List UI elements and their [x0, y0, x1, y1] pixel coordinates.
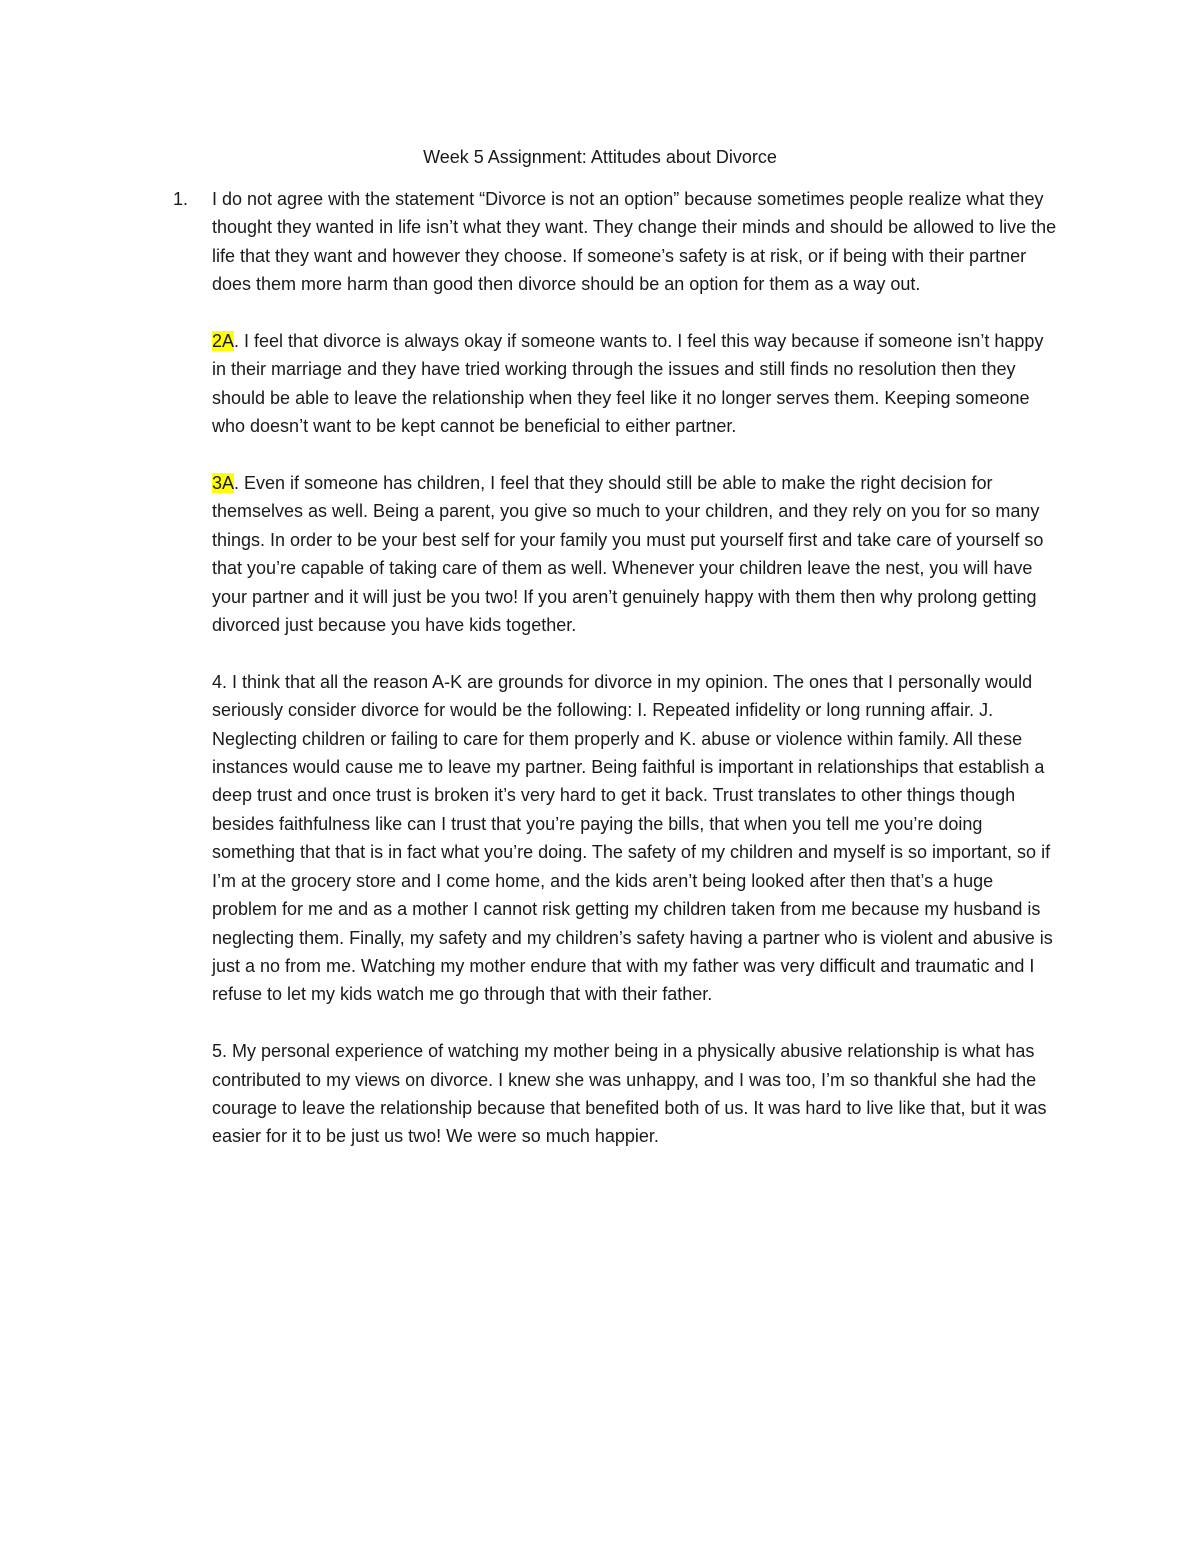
answer-5-text: 5. My personal experience of watching my mother being in a physically abusive relationship is what has contributed to my views on divorce. I knew she was unhappy, and I was too, I’m so thankful she had the courage to leave the relationship because that benefited both of us. It was hard to live like that, but it was easier for it to be just us two! We were so much happier.	[212, 1041, 1047, 1147]
answer-5	[212, 1037, 1062, 1151]
answer-3a	[212, 469, 1062, 639]
answer-1-text: I do not agree with the statement “Divorce is not an option” because sometimes people realize what they thought they wanted in life isn’t what they want. They change their minds and should be allowed to live the life that they want and however they choose. If someone’s safety is at risk, or if being with their partner does them more harm than good then divorce should be an option for them as a way out.	[212, 189, 1057, 295]
answer-2a-label: 2A	[212, 331, 235, 352]
answer-3a-text: . Even if someone has children, I feel that they should still be able to make the right decision for themselves as well. Being a parent, you give so much to your children, and they rely on you for so many things. In order to be your best self for your family you must put yourself first and take care of yourself so that you’re capable of taking care of them as well. Whenever your children leave the nest, you will have your partner and it will just be you two! If you aren’t genuinely happy with them then why prolong getting divorced just because you have kids together.	[212, 473, 1044, 636]
document-title: Week 5 Assignment: Attitudes about Divorce	[423, 147, 777, 167]
answer-2a	[212, 327, 1062, 441]
answer-2a-text: . I feel that divorce is always okay if someone wants to. I feel this way because if someone isn’t happy in their marriage and they have tried working through the issues and still finds no resolution then they should be able to leave the relationship when they feel like it no longer serves them. Keeping someone who doesn’t want to be kept cannot be beneficial to either partner.	[212, 331, 1044, 437]
document-body	[173, 185, 1062, 1179]
answer-3a-label: 3A	[212, 473, 235, 494]
answer-4-text: 4. I think that all the reason A-K are grounds for divorce in my opinion. The ones that I personally would seriously consider divorce for would be the following: I. Repeated infidelity or long running affair. J. Neglecting children or failing to care for them properly and K. abuse or violence within family. All these instances would cause me to leave my partner. Being faithful is important in relationships that establish a deep trust and once trust is broken it’s very hard to get it back. Trust translates to other things though besides faithfulness like can I trust that you’re paying the bills, that when you tell me you’re doing something that that is in fact what you’re doing. The safety of my children and myself is so important, so if I’m at the grocery store and I come home, and the kids aren’t being looked after then that’s a huge problem for me and as a mother I cannot risk getting my children taken from me because my husband is neglecting them. Finally, my safety and my children’s safety having a partner who is violent and abusive is just a no from me. Watching my mother endure that with my father was very difficult and traumatic and I refuse to let my kids watch me go through that with their father.	[212, 671, 1053, 1005]
answer-1-number: 1.	[173, 189, 189, 209]
answer-4	[212, 668, 1062, 1009]
answer-1	[173, 185, 1062, 299]
